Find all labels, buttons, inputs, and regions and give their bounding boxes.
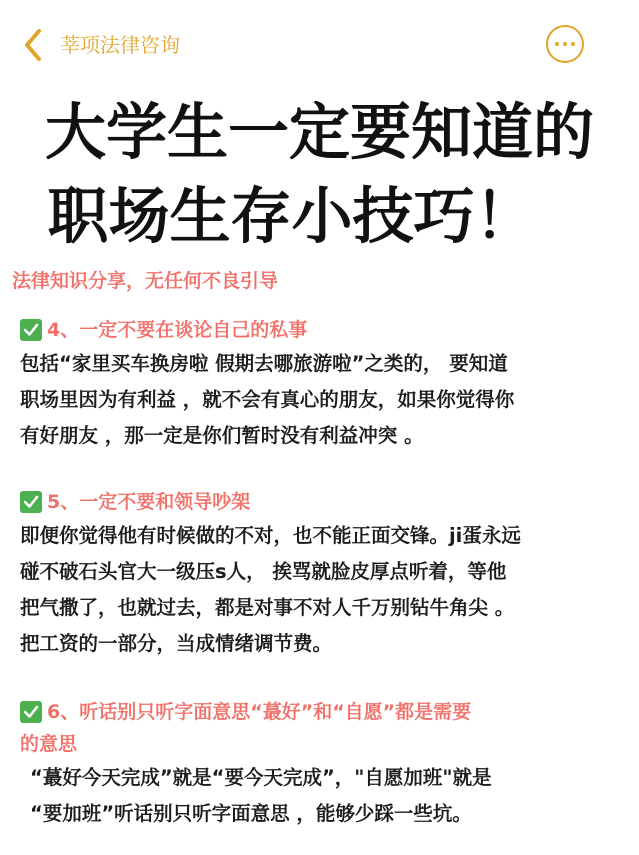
more-button[interactable]	[546, 25, 584, 63]
section-body	[20, 518, 625, 662]
body-line: “要加班”听话别只听字面意思 ，能够少踩一些坑。	[30, 802, 472, 825]
section-body	[20, 760, 625, 832]
tip-section-6	[20, 696, 625, 832]
top-bar	[0, 0, 639, 92]
more-dot	[571, 42, 575, 46]
check-box-icon	[20, 491, 42, 513]
check-box-icon	[20, 319, 42, 341]
section-heading-continued: 的意思	[20, 733, 78, 755]
more-dot	[563, 42, 567, 46]
page-title-line-1: 大学生一定要知道的	[44, 97, 594, 168]
section-heading-text: 6、听话别只听字面意思“蕞好”和“自愿”都是需要	[47, 701, 472, 723]
chevron-left-icon[interactable]	[22, 27, 44, 63]
body-line: 有好朋友 ，那一定是你们暂时没有利益冲突 。	[20, 424, 424, 447]
more-dots-icon	[555, 42, 559, 46]
section-heading	[20, 486, 625, 518]
subtitle: 法律知识分享，无任何不良引导	[12, 270, 279, 292]
page-title-line-2: 职场生存小技巧！	[47, 181, 536, 252]
body-line: 把气撒了，也就过去，都是对事不对人千万别钻牛角尖 。	[20, 596, 515, 619]
body-line: 职场里因为有利益 ，就不会有真心的朋友，如果你觉得你	[20, 388, 515, 411]
section-body	[20, 346, 625, 454]
tip-section-4	[20, 314, 625, 454]
account-name[interactable]: 莘项法律咨询	[60, 33, 180, 57]
body-line: 包括“家里买车换房啦 假期去哪旅游啦”之类的， 要知道	[20, 352, 508, 375]
body-line: 把工资的一部分，当成情绪调节费。	[20, 632, 333, 655]
check-box-icon	[20, 701, 42, 723]
body-line: “蕞好今天完成”就是“要今天完成”，"自愿加班"就是	[30, 766, 492, 789]
section-heading	[20, 314, 625, 346]
body-line: 即便你觉得他有时候做的不对，也不能正面交锋。ji蛋永远	[20, 524, 521, 547]
section-heading-text: 4、一定不要在谈论自己的私事	[47, 319, 308, 341]
tip-section-5	[20, 486, 625, 662]
section-heading	[20, 696, 625, 728]
body-line: 碰不破石头官大一级压s人， 挨骂就脸皮厚点听着，等他	[20, 560, 507, 583]
section-heading-text: 5、一定不要和领导吵架	[47, 491, 251, 513]
